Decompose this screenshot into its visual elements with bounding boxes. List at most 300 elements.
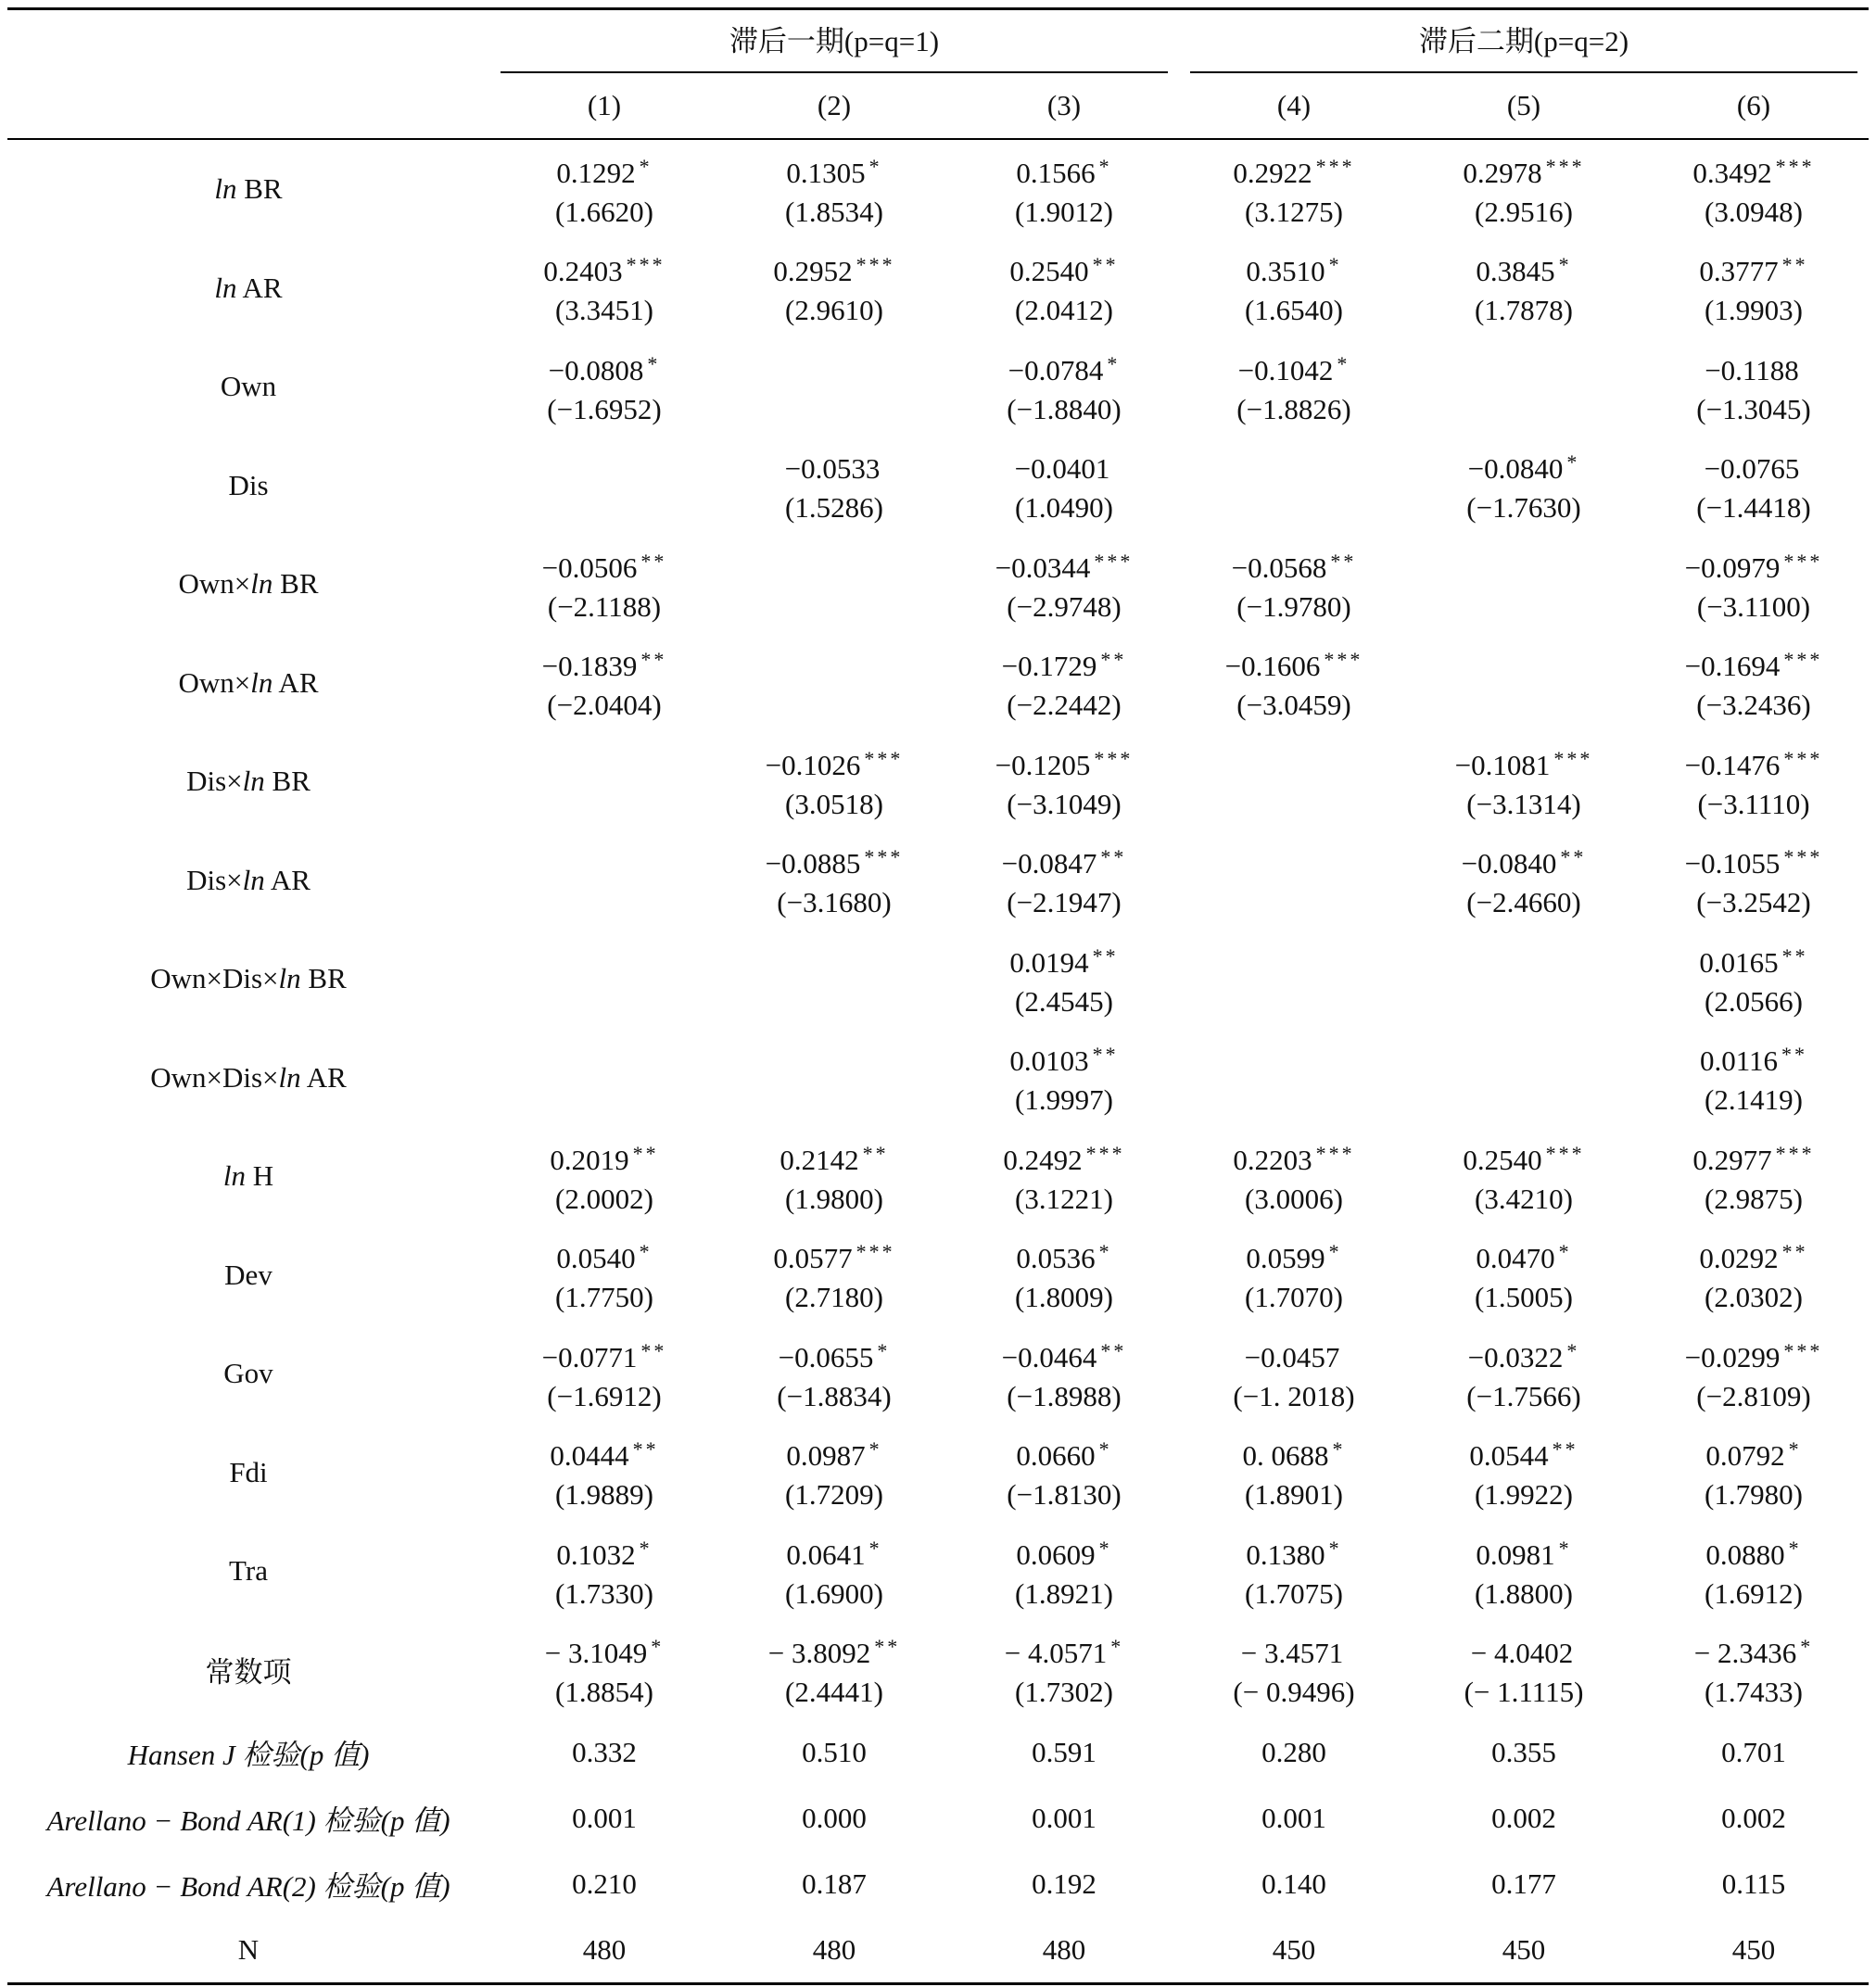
coefficient [719, 443, 949, 488]
coefficient [489, 246, 719, 291]
stat-value: 0.210 [572, 1867, 637, 1900]
coefficient [949, 1627, 1179, 1673]
variable-label: Own×Dis×ln BR [150, 962, 347, 995]
coefficient [949, 1430, 1179, 1475]
variable-label: Dev [224, 1258, 273, 1291]
variable-name [7, 535, 489, 634]
coefficient-value: 0.0641 [786, 1538, 866, 1571]
coefficient-value: 0.0116 [1699, 1044, 1779, 1078]
estimate-cell [489, 139, 719, 239]
estimate-cell [719, 337, 949, 437]
significance-stars: * [868, 1536, 882, 1560]
estimate-cell [1179, 1522, 1409, 1621]
coefficient [1409, 246, 1639, 291]
estimate-cell [1179, 634, 1409, 733]
coefficient [489, 857, 719, 903]
stat-value: 0.510 [802, 1735, 867, 1768]
variable-label: ln H [222, 1159, 274, 1193]
variable-label: Dis [228, 468, 269, 501]
t-statistic: (1.6540) [1245, 294, 1343, 327]
variable-name [7, 139, 489, 239]
significance-stars: *** [856, 1240, 895, 1264]
significance-stars: * [1328, 1536, 1342, 1560]
stat-value: 0.000 [802, 1801, 867, 1834]
coefficient-value: − 3.4571 [1240, 1637, 1344, 1670]
coefficient [949, 1035, 1179, 1081]
t-statistic: (1.9903) [1705, 294, 1803, 327]
coefficient-value: 0.0444 [550, 1439, 629, 1473]
t-statistic: (−3.1314) [1466, 787, 1581, 820]
t-statistic: (1.9012) [1015, 195, 1113, 228]
significance-stars: ** [1781, 943, 1808, 968]
t-statistic: (1.6620) [555, 195, 653, 228]
estimate-cell [719, 634, 949, 733]
significance-stars: ** [1781, 1043, 1808, 1067]
coefficient [489, 1134, 719, 1180]
t-statistic: (−1. 2018) [1233, 1379, 1355, 1412]
significance-stars: ** [640, 1338, 667, 1362]
significance-stars: *** [1094, 746, 1134, 770]
coefficient [719, 364, 949, 410]
coefficient-value: 0.0880 [1705, 1538, 1785, 1571]
coefficient [949, 640, 1179, 686]
variable-label: ln AR [214, 271, 283, 304]
coefficient [719, 1332, 949, 1377]
variable-name [7, 1522, 489, 1621]
coefficient [949, 937, 1179, 982]
estimate-cell [1409, 1522, 1639, 1621]
t-statistic: (1.9889) [555, 1478, 653, 1512]
column-header: (6) [1639, 73, 1869, 139]
estimate-cell [949, 1424, 1179, 1523]
coefficient [949, 1332, 1179, 1377]
stat-label [7, 1719, 489, 1785]
stat-value: 450 [1409, 1917, 1639, 1984]
significance-stars: * [1558, 253, 1572, 277]
estimate-cell [1409, 1621, 1639, 1720]
stats-row [7, 1719, 1869, 1785]
coefficient [1409, 1233, 1639, 1278]
coefficient-value: 0.2540 [1009, 255, 1089, 288]
stats-row [7, 1785, 1869, 1851]
estimate-cell [1179, 1226, 1409, 1325]
t-statistic: (2.4441) [785, 1676, 883, 1709]
variable-label: Fdi [229, 1455, 268, 1488]
coefficient-value: 0.2492 [1003, 1143, 1083, 1176]
t-statistic: (2.4545) [1015, 984, 1113, 1018]
coefficient-value: −0.0457 [1244, 1340, 1340, 1373]
coefficient [1409, 740, 1639, 785]
t-statistic: (3.0006) [1245, 1182, 1343, 1215]
coefficient-value: −0.0840 [1461, 847, 1557, 880]
coefficient-value: 0.3845 [1476, 255, 1555, 288]
t-statistic: (1.7878) [1475, 294, 1573, 327]
stat-value: 0.177 [1491, 1867, 1556, 1900]
variable-label: Own×Dis×ln AR [150, 1060, 347, 1094]
significance-stars: ** [632, 1141, 659, 1165]
column-header: (4) [1179, 73, 1409, 139]
coefficient [489, 956, 719, 1002]
significance-stars: * [1110, 1635, 1124, 1659]
significance-stars: * [1328, 1240, 1342, 1264]
estimate-cell [1179, 1424, 1409, 1523]
coefficient-value: 0.0292 [1699, 1242, 1779, 1275]
coefficient-value: 0.2540 [1463, 1143, 1542, 1176]
table-row [7, 1424, 1869, 1523]
variable-name [7, 930, 489, 1029]
estimate-cell [719, 1424, 949, 1523]
estimate-cell [949, 1127, 1179, 1226]
coefficient [719, 147, 949, 193]
t-statistic: (−1.7630) [1466, 491, 1581, 525]
t-statistic: (−1.6912) [547, 1379, 662, 1412]
estimate-cell [489, 337, 719, 437]
coefficient [1179, 462, 1409, 508]
estimate-cell [489, 1621, 719, 1720]
coefficient [1179, 1233, 1409, 1278]
coefficient [719, 1134, 949, 1180]
coefficient [489, 1529, 719, 1575]
estimate-cell [489, 1424, 719, 1523]
significance-stars: *** [1315, 1141, 1355, 1165]
estimate-cell [489, 437, 719, 536]
coefficient [1179, 1627, 1409, 1673]
coefficient-value: 0.3777 [1699, 255, 1779, 288]
coefficient-value: 0.2922 [1233, 156, 1312, 189]
estimate-cell [489, 930, 719, 1029]
stat-value: 0.187 [802, 1867, 867, 1900]
stat-value: 0.001 [572, 1801, 637, 1834]
significance-stars: *** [856, 253, 895, 277]
t-statistic: (1.7302) [1015, 1676, 1113, 1709]
estimate-cell [1409, 535, 1639, 634]
estimate-cell [489, 634, 719, 733]
coefficient-value: 0.0165 [1699, 945, 1779, 979]
t-statistic: (1.7330) [555, 1576, 653, 1610]
coefficient [1639, 443, 1869, 488]
coefficient [949, 1134, 1179, 1180]
coefficient [1409, 147, 1639, 193]
estimate-cell [1639, 930, 1869, 1029]
significance-stars: *** [626, 253, 665, 277]
stat-value: 0.591 [1032, 1735, 1096, 1768]
coefficient-value: −0.0464 [1001, 1340, 1097, 1373]
coefficient-value: 0.1380 [1246, 1538, 1325, 1571]
significance-stars: ** [1552, 1437, 1578, 1462]
variable-label: 常数项 [205, 1656, 292, 1690]
t-statistic: (−3.1100) [1696, 589, 1811, 623]
t-statistic: (1.7209) [785, 1478, 883, 1512]
coefficient [1409, 1430, 1639, 1475]
coefficient-value: 0.1292 [556, 156, 636, 189]
coefficient-value: −0.1839 [541, 650, 638, 683]
variable-label: Own [220, 370, 277, 403]
t-statistic: (2.0566) [1705, 984, 1803, 1018]
significance-stars: * [1558, 1240, 1572, 1264]
significance-stars: * [1558, 1536, 1572, 1560]
coefficient [949, 1529, 1179, 1575]
coefficient [949, 246, 1179, 291]
estimate-cell [1179, 1127, 1409, 1226]
significance-stars: ** [862, 1141, 889, 1165]
coefficient [1409, 1529, 1639, 1575]
coefficient [1409, 1332, 1639, 1377]
significance-stars: *** [1783, 845, 1823, 869]
estimate-cell [719, 437, 949, 536]
variable-name [7, 732, 489, 831]
stat-label-text: Arellano − Bond AR(1) 检验(p 值) [46, 1804, 450, 1837]
table-row [7, 1029, 1869, 1128]
stat-value: 480 [489, 1917, 719, 1984]
header-corner-2 [7, 73, 489, 139]
stat-value: 0.280 [1261, 1735, 1326, 1768]
coefficient [719, 1055, 949, 1100]
t-statistic: (− 0.9496) [1233, 1676, 1355, 1709]
estimate-cell [1179, 337, 1409, 437]
variable-name [7, 337, 489, 437]
coefficient [719, 562, 949, 607]
coefficient-value: 0.0609 [1016, 1538, 1096, 1571]
stat-label-text: Arellano − Bond AR(2) 检验(p 值) [46, 1870, 450, 1903]
significance-stars: *** [1085, 1141, 1125, 1165]
significance-stars: *** [1775, 154, 1815, 178]
coefficient [719, 956, 949, 1002]
estimate-cell [1179, 831, 1409, 930]
estimate-cell [949, 634, 1179, 733]
estimate-cell [1179, 437, 1409, 536]
stat-value: 0.140 [1261, 1867, 1326, 1900]
coefficient [489, 1233, 719, 1278]
significance-stars: * [1566, 450, 1580, 475]
t-statistic: (−1.8826) [1236, 392, 1351, 425]
t-statistic: (2.0302) [1705, 1281, 1803, 1314]
coefficient [719, 838, 949, 883]
estimate-cell [1639, 139, 1869, 239]
significance-stars: * [1800, 1635, 1814, 1659]
coefficient-value: −0.1188 [1705, 353, 1799, 386]
coefficient [1409, 1134, 1639, 1180]
estimate-cell [719, 1127, 949, 1226]
estimate-cell [489, 1226, 719, 1325]
estimate-cell [949, 239, 1179, 338]
variable-label: Own×ln AR [178, 665, 319, 699]
coefficient-value: 0.2403 [543, 255, 623, 288]
coefficient-value: 0.1032 [556, 1538, 636, 1571]
coefficient-value: −0.0885 [765, 847, 861, 880]
t-statistic: (1.7075) [1245, 1576, 1343, 1610]
column-header: (5) [1409, 73, 1639, 139]
significance-stars: ** [874, 1635, 901, 1659]
coefficient [1409, 364, 1639, 410]
estimate-cell [1409, 1424, 1639, 1523]
coefficient [489, 147, 719, 193]
coefficient-value: −0.0840 [1467, 452, 1564, 486]
significance-stars: ** [1100, 1338, 1127, 1362]
coefficient-value: 0. 0688 [1242, 1439, 1329, 1473]
table-row [7, 732, 1869, 831]
coefficient [1179, 857, 1409, 903]
estimate-cell [1639, 1127, 1869, 1226]
estimate-cell [1639, 732, 1869, 831]
significance-stars: ** [1092, 1043, 1119, 1067]
coefficient [1639, 542, 1869, 588]
stat-value: 480 [719, 1917, 949, 1984]
stat-label-text: N [237, 1932, 260, 1966]
significance-stars: * [1788, 1437, 1802, 1462]
estimate-cell [719, 1621, 949, 1720]
estimate-cell [1639, 1226, 1869, 1325]
estimate-cell [489, 1127, 719, 1226]
estimate-cell [1179, 1621, 1409, 1720]
estimate-cell [719, 139, 949, 239]
significance-stars: *** [864, 746, 904, 770]
coefficient-value: −0.0655 [778, 1340, 874, 1373]
coefficient-value: −0.0533 [784, 452, 881, 486]
significance-stars: ** [640, 549, 667, 573]
estimate-cell [719, 535, 949, 634]
t-statistic: (3.4210) [1475, 1182, 1573, 1215]
stat-value: 450 [1639, 1917, 1869, 1984]
variable-name [7, 1127, 489, 1226]
table-row [7, 1226, 1869, 1325]
coefficient [1639, 1035, 1869, 1081]
significance-stars: ** [1100, 648, 1127, 672]
table-row [7, 337, 1869, 437]
coefficient [1639, 147, 1869, 193]
coefficient [489, 1627, 719, 1673]
coefficient [1179, 542, 1409, 588]
stats-row [7, 1851, 1869, 1917]
estimate-cell [1409, 1127, 1639, 1226]
regression-table [7, 7, 1869, 1985]
significance-stars: * [868, 1437, 882, 1462]
coefficient [1639, 1134, 1869, 1180]
significance-stars: * [651, 1635, 665, 1659]
significance-stars: ** [1092, 253, 1119, 277]
coefficient [1179, 759, 1409, 804]
estimate-cell [949, 535, 1179, 634]
variable-name [7, 1424, 489, 1523]
significance-stars: * [1337, 351, 1350, 375]
coefficient-value: 0.0660 [1016, 1439, 1096, 1473]
t-statistic: (−2.4660) [1466, 886, 1581, 919]
coefficient [489, 640, 719, 686]
coefficient-value: − 4.0571 [1004, 1637, 1108, 1670]
coefficient-value: −0.1729 [1001, 650, 1097, 683]
coefficient [1179, 345, 1409, 390]
table-row [7, 535, 1869, 634]
coefficient [1409, 660, 1639, 705]
coefficient [719, 246, 949, 291]
coefficient [489, 1055, 719, 1100]
estimate-cell [949, 1226, 1179, 1325]
coefficient-value: −0.0344 [995, 551, 1091, 584]
variable-name [7, 634, 489, 733]
estimate-cell [1409, 1324, 1639, 1424]
significance-stars: ** [1560, 845, 1587, 869]
t-statistic: (2.7180) [785, 1281, 883, 1314]
coefficient-value: 0.0987 [786, 1439, 866, 1473]
estimate-cell [949, 139, 1179, 239]
coefficient [1179, 147, 1409, 193]
significance-stars: ** [1092, 943, 1119, 968]
coefficient [1179, 1529, 1409, 1575]
coefficient-value: −0.0568 [1231, 551, 1327, 584]
coefficient-value: −0.0979 [1684, 551, 1781, 584]
coefficient [1179, 640, 1409, 686]
coefficient-value: −0.1205 [995, 748, 1091, 781]
t-statistic: (2.0412) [1015, 294, 1113, 327]
estimate-cell [949, 1029, 1179, 1128]
significance-stars: *** [864, 845, 904, 869]
coefficient-value: −0.0299 [1684, 1340, 1781, 1373]
t-statistic: (−3.2436) [1696, 689, 1811, 722]
coefficient-value: −0.0322 [1467, 1340, 1564, 1373]
column-header: (1) [489, 73, 719, 139]
coefficient [719, 660, 949, 705]
variable-label: Dis×ln BR [186, 765, 311, 798]
estimate-cell [949, 831, 1179, 930]
t-statistic: (−2.1947) [1007, 886, 1122, 919]
estimate-cell [1639, 535, 1869, 634]
coefficient-value: −0.1081 [1454, 748, 1551, 781]
estimate-cell [489, 732, 719, 831]
significance-stars: * [1098, 154, 1112, 178]
estimate-cell [949, 1621, 1179, 1720]
stat-value: 0.001 [1261, 1801, 1326, 1834]
t-statistic: (−1.8988) [1007, 1379, 1122, 1412]
estimate-cell [1409, 930, 1639, 1029]
coefficient-value: −0.0401 [1014, 452, 1110, 486]
t-statistic: (2.9516) [1475, 195, 1573, 228]
t-statistic: (− 1.1115) [1464, 1676, 1584, 1709]
estimate-cell [949, 732, 1179, 831]
t-statistic: (2.1419) [1705, 1083, 1803, 1117]
t-statistic: (3.1221) [1015, 1182, 1113, 1215]
significance-stars: *** [1324, 648, 1363, 672]
estimate-cell [949, 1324, 1179, 1424]
coefficient-value: −0.0506 [541, 551, 638, 584]
estimate-cell [1639, 1621, 1869, 1720]
variable-label: Own×ln BR [178, 567, 319, 601]
coefficient-value: − 2.3436 [1693, 1637, 1797, 1670]
t-statistic: (1.7433) [1705, 1676, 1803, 1709]
coefficient [1409, 443, 1639, 488]
t-statistic: (−3.1110) [1697, 787, 1810, 820]
table-row [7, 1127, 1869, 1226]
estimate-cell [719, 1226, 949, 1325]
coefficient-value: 0.0103 [1009, 1044, 1089, 1078]
stat-value: 450 [1179, 1917, 1409, 1984]
coefficient [719, 1233, 949, 1278]
variable-name [7, 1621, 489, 1720]
coefficient [489, 462, 719, 508]
estimate-cell [1409, 1029, 1639, 1128]
estimate-cell [1409, 831, 1639, 930]
estimate-cell [1639, 437, 1869, 536]
coefficient-value: 0.0540 [556, 1242, 636, 1275]
coefficient-value: 0.0194 [1009, 945, 1089, 979]
coefficient [1409, 956, 1639, 1002]
coefficient [719, 740, 949, 785]
coefficient-value: 0.3510 [1246, 255, 1325, 288]
table-row [7, 1324, 1869, 1424]
t-statistic: (−1.4418) [1696, 491, 1811, 525]
variable-name [7, 1029, 489, 1128]
estimate-cell [1639, 337, 1869, 437]
significance-stars: *** [1783, 549, 1823, 573]
t-statistic: (−3.2542) [1696, 886, 1811, 919]
